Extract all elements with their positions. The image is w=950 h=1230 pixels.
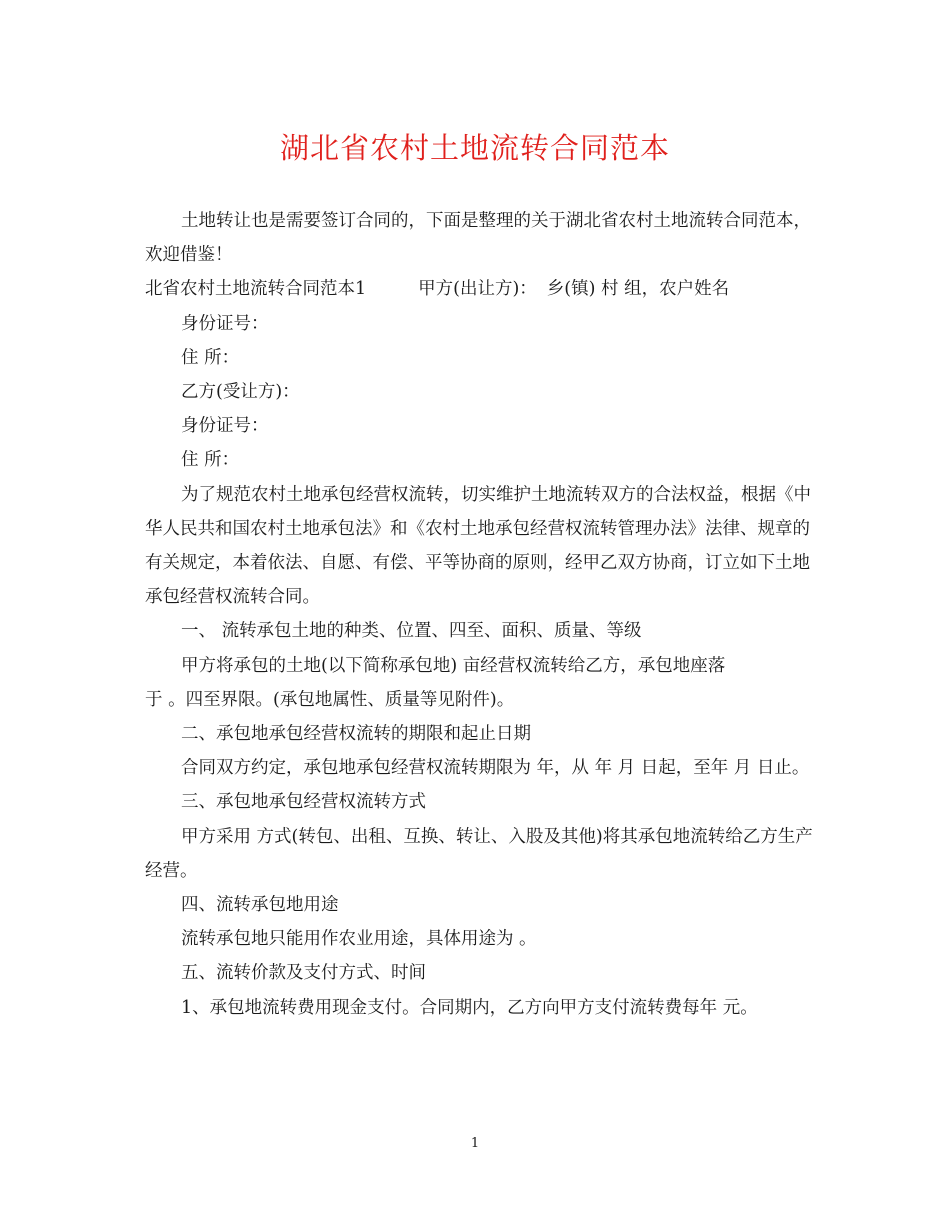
section-4-heading: 四、流转承包地用途: [181, 895, 339, 916]
party-b-label: 乙方(受让方)：: [181, 382, 300, 403]
section-3-text: 甲方采用 方式(转包、出租、互换、转让、入股及其他)将其承包地流转给乙方生产经营。: [145, 826, 813, 881]
section-2-heading: 二、承包地承包经营权流转的期限和起止日期: [181, 724, 531, 745]
page-number: 1: [470, 1136, 480, 1151]
section-1-heading: 一、 流转承包土地的种类、位置、四至、面积、质量、等级: [181, 621, 642, 642]
section-1-text-line-2: 于 。四至界限。(承包地属性、质量等见附件)。: [145, 689, 515, 710]
document-body: [145, 204, 815, 1025]
party-a-address: 乡(镇) 村 组，农户姓名: [546, 279, 730, 300]
section-1-text-line-1: 甲方将承包的土地(以下简称承包地) 亩经营权流转给乙方，承包地座落: [181, 655, 726, 676]
section-2-text: 合同双方约定，承包地承包经营权流转期限为 年，从 年 月 日起，至年 月 日止。: [181, 758, 810, 779]
section-5-heading: 五、流转价款及支付方式、时间: [181, 963, 426, 984]
intro-paragraph: 土地转让也是需要签订合同的，下面是整理的关于湖北省农村土地流转合同范本，欢迎借鉴！: [145, 211, 811, 266]
party-a-id-field: 身份证号：: [181, 313, 269, 334]
party-a-label: 甲方(出让方)：: [418, 279, 537, 300]
contract-subtitle: 北省农村土地流转合同范本1: [145, 279, 367, 300]
document-title: 湖北省农村土地流转合同范本: [279, 131, 670, 165]
party-b-id-field: 身份证号：: [181, 416, 269, 437]
section-4-text: 流转承包地只能用作农业用途，具体用途为 。: [181, 929, 537, 950]
contract-heading-line: [145, 272, 815, 306]
section-5-item-1: 1、承包地流转费用现金支付。合同期内，乙方向甲方支付流转费每年 元。: [181, 997, 758, 1018]
section-3-heading: 三、承包地承包经营权流转方式: [181, 792, 426, 813]
party-a-residence-field: 住 所：: [181, 347, 240, 368]
party-b-residence-field: 住 所：: [181, 450, 240, 471]
preamble-paragraph: 为了规范农村土地承包经营权流转，切实维护土地流转双方的合法权益，根据《中华人民共和国农村土地承包法》和《农村土地承包经营权流转管理办法》法律、规章的有关规定，本着依法、自愿、有偿、平等协商的原则，经甲乙双方协商，订立如下土地承包经营权流转合同。: [145, 484, 811, 608]
